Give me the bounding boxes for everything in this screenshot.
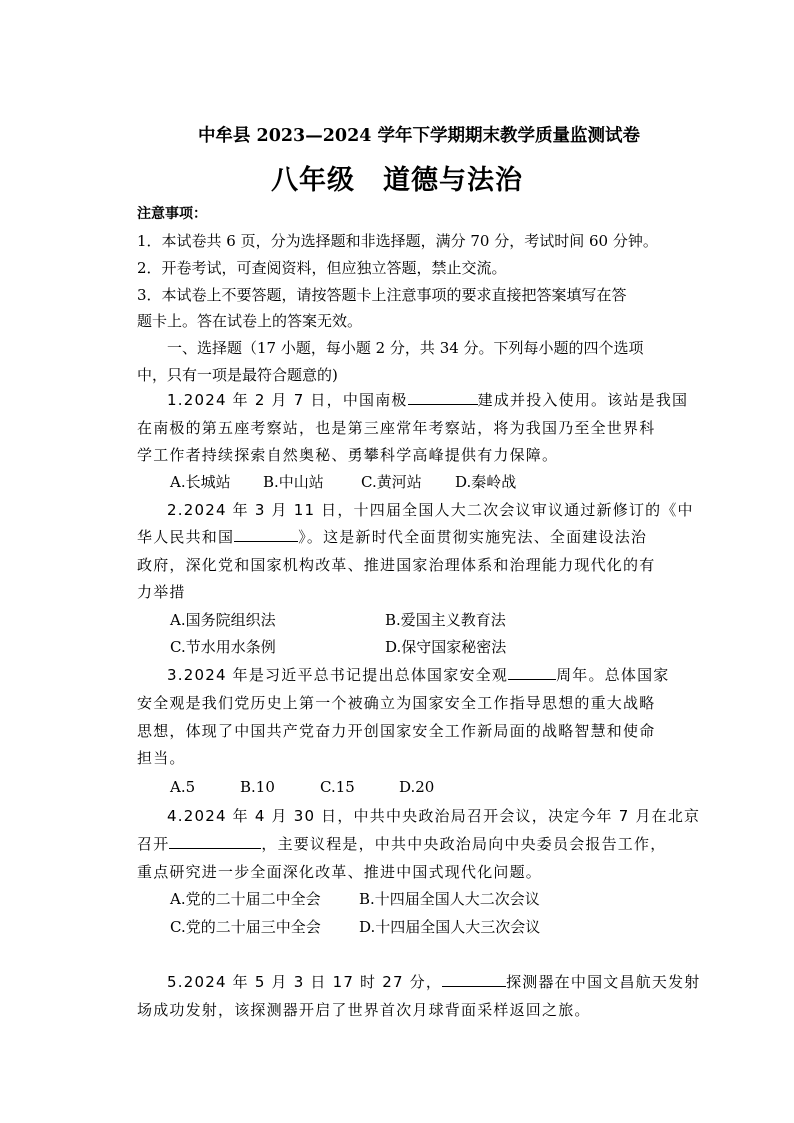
question-4-line-2 bbox=[137, 834, 666, 854]
question-text: 华人民共和国 bbox=[137, 528, 235, 546]
question-2-option-d: D.保守国家秘密法 bbox=[385, 638, 507, 656]
question-2-option-c: C.节水用水条例 bbox=[170, 638, 276, 656]
question-2-line-4: 力举措 bbox=[137, 583, 186, 601]
question-1-option-d: D.秦岭战 bbox=[455, 473, 517, 491]
question-text: 周年。总体国家 bbox=[556, 666, 670, 684]
question-1-option-b: B.中山站 bbox=[263, 473, 324, 491]
question-3-option-c: C.15 bbox=[320, 778, 355, 796]
exam-title: 中牟县 2023—2024 学年下学期期末教学质量监测试卷 bbox=[197, 126, 641, 146]
question-4-line-1: 4.2024 年 4 月 30 日，中共中央政治局召开会议，决定今年 7 月在北京 bbox=[167, 807, 701, 825]
question-3-line-1 bbox=[167, 665, 669, 685]
question-3-line-2: 安全观是我们党历史上第一个被确立为国家安全工作指导思想的重大战略 bbox=[137, 694, 656, 712]
notes-item-2: 2．开卷考试，可查阅资料，但应独立答题，禁止交流。 bbox=[137, 259, 507, 277]
notes-item-3-line-1: 3．本试卷上不要答题，请按答题卡上注意事项的要求直接把答案填写在答 bbox=[137, 286, 627, 304]
question-4-option-c: C.党的二十届三中全会 bbox=[170, 918, 321, 936]
question-text: 》。这是新时代全面贯彻实施宪法、全面建设法治 bbox=[298, 528, 648, 546]
question-2-option-a: A.国务院组织法 bbox=[170, 611, 276, 629]
answer-blank bbox=[234, 527, 298, 542]
section-heading-line-1: 一、选择题（17 小题，每小题 2 分，共 34 分。下列每小题的四个选项 bbox=[167, 339, 644, 357]
question-4-line-3: 重点研究进一步全面深化改革、推进中国式现代化问题。 bbox=[137, 863, 543, 881]
answer-blank bbox=[442, 972, 506, 987]
question-2-line-2 bbox=[137, 527, 647, 547]
notes-item-3-line-2: 题卡上。答在试卷上的答案无效。 bbox=[137, 312, 363, 330]
question-1-option-c: C.黄河站 bbox=[361, 473, 422, 491]
question-4-option-b: B.十四届全国人大二次会议 bbox=[359, 890, 540, 908]
question-text: 3.2024 年是习近平总书记提出总体国家安全观 bbox=[167, 666, 509, 684]
answer-blank bbox=[169, 834, 261, 849]
question-3-option-b: B.10 bbox=[240, 778, 275, 796]
question-3-option-d: D.20 bbox=[399, 778, 435, 796]
question-text: 5.2024 年 5 月 3 日 17 时 27 分， bbox=[167, 973, 443, 991]
notes-item-1: 1．本试卷共 6 页，分为选择题和非选择题，满分 70 分，考试时间 60 分钟。 bbox=[137, 232, 658, 250]
question-text: ，主要议程是，中共中央政治局向中央委员会报告工作， bbox=[261, 835, 667, 853]
question-4-option-a: A.党的二十届二中全会 bbox=[170, 890, 321, 908]
subject-title: 八年级 道德与法治 bbox=[271, 165, 523, 196]
question-1-line-3: 学工作者持续探索自然奥秘、勇攀科学高峰提供有力保障。 bbox=[137, 446, 559, 464]
question-2-line-3: 政府，深化党和国家机构改革、推进国家治理体系和治理能力现代化的有 bbox=[137, 556, 656, 574]
question-1-option-a: A.长城站 bbox=[170, 473, 231, 491]
section-heading-line-2: 中，只有一项是最符合题意的) bbox=[137, 366, 338, 384]
answer-blank bbox=[508, 665, 556, 680]
question-1-line-2: 在南极的第五座考察站，也是第三座常年考察站，将为我国乃至全世界科 bbox=[137, 419, 656, 437]
answer-blank bbox=[408, 390, 478, 405]
notes-heading: 注意事项： bbox=[137, 206, 207, 222]
question-2-option-b: B.爱国主义教育法 bbox=[385, 611, 506, 629]
question-3-option-a: A.5 bbox=[170, 778, 196, 796]
question-1-line-1 bbox=[167, 390, 688, 410]
question-text: 召开 bbox=[137, 835, 170, 853]
question-text: 1.2024 年 2 月 7 日，中国南极 bbox=[167, 391, 408, 409]
question-2-line-1: 2.2024 年 3 月 11 日，十四届全国人大二次会议审议通过新修订的《中 bbox=[167, 501, 694, 519]
question-5-line-1 bbox=[167, 972, 700, 992]
question-3-line-3: 思想，体现了中国共产党奋力开创国家安全工作新局面的战略智慧和使命 bbox=[137, 722, 656, 740]
question-3-line-4: 担当。 bbox=[137, 749, 186, 767]
question-text: 建成并投入使用。该站是我国 bbox=[477, 391, 689, 409]
question-text: 探测器在中国文昌航天发射 bbox=[506, 973, 701, 991]
question-4-option-d: D.十四届全国人大三次会议 bbox=[359, 918, 541, 936]
question-5-line-2: 场成功发射，该探测器开启了世界首次月球背面采样返回之旅。 bbox=[137, 1001, 591, 1019]
